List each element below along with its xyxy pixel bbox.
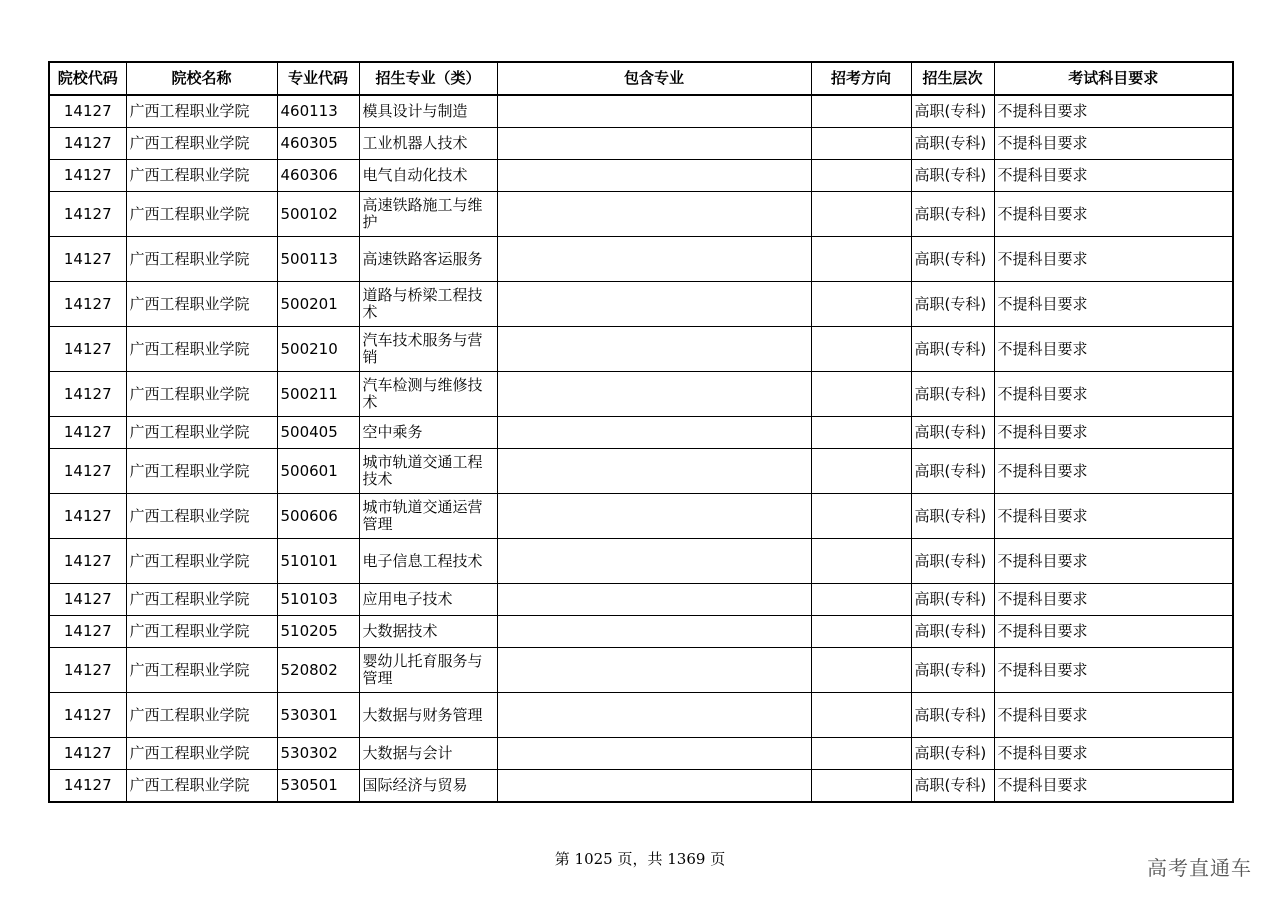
table-header-row	[49, 62, 1233, 95]
cell-school-code: 14127	[49, 282, 126, 327]
cell-subject-requirement: 不提科目要求	[994, 192, 1233, 237]
cell-school-name: 广西工程职业学院	[126, 494, 277, 539]
cell-school-name: 广西工程职业学院	[126, 327, 277, 372]
table-row	[49, 417, 1233, 449]
cell-level: 高职(专科)	[911, 539, 994, 584]
cell-level: 高职(专科)	[911, 372, 994, 417]
cell-included-majors	[497, 539, 811, 584]
cell-included-majors	[497, 417, 811, 449]
table-row	[49, 539, 1233, 584]
cell-level: 高职(专科)	[911, 95, 994, 128]
cell-major-code: 500210	[277, 327, 359, 372]
cell-major-code: 530301	[277, 693, 359, 738]
cell-direction	[811, 449, 911, 494]
cell-major-code: 510101	[277, 539, 359, 584]
cell-subject-requirement: 不提科目要求	[994, 770, 1233, 803]
cell-subject-requirement: 不提科目要求	[994, 449, 1233, 494]
cell-level: 高职(专科)	[911, 282, 994, 327]
table-row	[49, 738, 1233, 770]
cell-direction	[811, 237, 911, 282]
cell-school-name: 广西工程职业学院	[126, 738, 277, 770]
cell-direction	[811, 95, 911, 128]
cell-subject-requirement: 不提科目要求	[994, 327, 1233, 372]
cell-subject-requirement: 不提科目要求	[994, 494, 1233, 539]
cell-subject-requirement: 不提科目要求	[994, 648, 1233, 693]
table-row	[49, 584, 1233, 616]
cell-included-majors	[497, 693, 811, 738]
cell-subject-requirement: 不提科目要求	[994, 738, 1233, 770]
cell-school-code: 14127	[49, 738, 126, 770]
cell-school-name: 广西工程职业学院	[126, 160, 277, 192]
cell-school-name: 广西工程职业学院	[126, 128, 277, 160]
cell-subject-requirement: 不提科目要求	[994, 539, 1233, 584]
cell-included-majors	[497, 449, 811, 494]
table-row	[49, 128, 1233, 160]
cell-direction	[811, 282, 911, 327]
header-subject-requirement: 考试科目要求	[994, 62, 1233, 95]
cell-level: 高职(专科)	[911, 616, 994, 648]
cell-level: 高职(专科)	[911, 449, 994, 494]
cell-subject-requirement: 不提科目要求	[994, 237, 1233, 282]
cell-major-code: 460305	[277, 128, 359, 160]
cell-major: 大数据技术	[359, 616, 497, 648]
cell-direction	[811, 327, 911, 372]
cell-level: 高职(专科)	[911, 128, 994, 160]
cell-major-code: 500201	[277, 282, 359, 327]
cell-major: 汽车技术服务与营销	[359, 327, 497, 372]
cell-school-code: 14127	[49, 128, 126, 160]
cell-level: 高职(专科)	[911, 494, 994, 539]
table-row	[49, 192, 1233, 237]
cell-direction	[811, 584, 911, 616]
cell-level: 高职(专科)	[911, 648, 994, 693]
cell-school-name: 广西工程职业学院	[126, 192, 277, 237]
cell-included-majors	[497, 237, 811, 282]
cell-major-code: 500601	[277, 449, 359, 494]
cell-school-name: 广西工程职业学院	[126, 539, 277, 584]
table-row	[49, 237, 1233, 282]
cell-school-code: 14127	[49, 449, 126, 494]
cell-direction	[811, 616, 911, 648]
cell-major-code: 530302	[277, 738, 359, 770]
cell-major-code: 500211	[277, 372, 359, 417]
cell-subject-requirement: 不提科目要求	[994, 160, 1233, 192]
cell-level: 高职(专科)	[911, 693, 994, 738]
cell-included-majors	[497, 160, 811, 192]
cell-level: 高职(专科)	[911, 584, 994, 616]
cell-included-majors	[497, 648, 811, 693]
cell-subject-requirement: 不提科目要求	[994, 417, 1233, 449]
header-major-code: 专业代码	[277, 62, 359, 95]
cell-school-code: 14127	[49, 648, 126, 693]
cell-direction	[811, 372, 911, 417]
table-row	[49, 282, 1233, 327]
cell-major-code: 500606	[277, 494, 359, 539]
table-row	[49, 693, 1233, 738]
cell-major: 国际经济与贸易	[359, 770, 497, 803]
cell-major: 工业机器人技术	[359, 128, 497, 160]
cell-included-majors	[497, 770, 811, 803]
table-row	[49, 327, 1233, 372]
header-included-majors: 包含专业	[497, 62, 811, 95]
cell-direction	[811, 192, 911, 237]
table-row	[49, 494, 1233, 539]
table-row	[49, 372, 1233, 417]
cell-major-code: 510205	[277, 616, 359, 648]
cell-school-code: 14127	[49, 539, 126, 584]
watermark: 高考直通车	[1147, 856, 1252, 880]
cell-subject-requirement: 不提科目要求	[994, 372, 1233, 417]
cell-school-name: 广西工程职业学院	[126, 95, 277, 128]
cell-major: 高速铁路施工与维护	[359, 192, 497, 237]
cell-level: 高职(专科)	[911, 417, 994, 449]
cell-included-majors	[497, 327, 811, 372]
cell-subject-requirement: 不提科目要求	[994, 693, 1233, 738]
admissions-table	[48, 61, 1234, 803]
cell-included-majors	[497, 95, 811, 128]
cell-major: 高速铁路客运服务	[359, 237, 497, 282]
cell-included-majors	[497, 738, 811, 770]
cell-direction	[811, 770, 911, 803]
cell-major: 模具设计与制造	[359, 95, 497, 128]
header-school-code: 院校代码	[49, 62, 126, 95]
table-row	[49, 160, 1233, 192]
cell-school-code: 14127	[49, 494, 126, 539]
cell-school-name: 广西工程职业学院	[126, 449, 277, 494]
cell-major: 道路与桥梁工程技术	[359, 282, 497, 327]
cell-school-code: 14127	[49, 372, 126, 417]
table-row	[49, 449, 1233, 494]
cell-included-majors	[497, 282, 811, 327]
cell-direction	[811, 648, 911, 693]
cell-school-code: 14127	[49, 192, 126, 237]
cell-included-majors	[497, 494, 811, 539]
cell-direction	[811, 128, 911, 160]
table-body	[49, 95, 1233, 802]
cell-direction	[811, 539, 911, 584]
cell-major-code: 500405	[277, 417, 359, 449]
cell-subject-requirement: 不提科目要求	[994, 616, 1233, 648]
cell-major: 大数据与会计	[359, 738, 497, 770]
cell-school-code: 14127	[49, 237, 126, 282]
cell-major-code: 460306	[277, 160, 359, 192]
cell-subject-requirement: 不提科目要求	[994, 95, 1233, 128]
page-number: 第 1025 页，共 1369 页	[554, 850, 726, 868]
cell-school-name: 广西工程职业学院	[126, 693, 277, 738]
cell-direction	[811, 693, 911, 738]
cell-major-code: 530501	[277, 770, 359, 803]
header-direction: 招考方向	[811, 62, 911, 95]
cell-direction	[811, 494, 911, 539]
cell-school-name: 广西工程职业学院	[126, 372, 277, 417]
cell-school-code: 14127	[49, 584, 126, 616]
cell-school-code: 14127	[49, 616, 126, 648]
cell-direction	[811, 160, 911, 192]
cell-major: 大数据与财务管理	[359, 693, 497, 738]
cell-school-name: 广西工程职业学院	[126, 417, 277, 449]
cell-included-majors	[497, 372, 811, 417]
cell-school-name: 广西工程职业学院	[126, 282, 277, 327]
cell-included-majors	[497, 192, 811, 237]
cell-school-code: 14127	[49, 417, 126, 449]
cell-major: 城市轨道交通运营管理	[359, 494, 497, 539]
cell-major: 电气自动化技术	[359, 160, 497, 192]
cell-included-majors	[497, 584, 811, 616]
cell-school-name: 广西工程职业学院	[126, 584, 277, 616]
table-row	[49, 648, 1233, 693]
cell-level: 高职(专科)	[911, 160, 994, 192]
cell-school-name: 广西工程职业学院	[126, 237, 277, 282]
cell-direction	[811, 738, 911, 770]
cell-major-code: 500102	[277, 192, 359, 237]
cell-school-name: 广西工程职业学院	[126, 616, 277, 648]
cell-level: 高职(专科)	[911, 237, 994, 282]
header-school-name: 院校名称	[126, 62, 277, 95]
cell-major: 城市轨道交通工程技术	[359, 449, 497, 494]
cell-direction	[811, 417, 911, 449]
cell-school-code: 14127	[49, 160, 126, 192]
cell-major: 汽车检测与维修技术	[359, 372, 497, 417]
cell-major: 婴幼儿托育服务与管理	[359, 648, 497, 693]
cell-level: 高职(专科)	[911, 738, 994, 770]
cell-school-name: 广西工程职业学院	[126, 770, 277, 803]
table-row	[49, 770, 1233, 803]
cell-subject-requirement: 不提科目要求	[994, 584, 1233, 616]
cell-major: 电子信息工程技术	[359, 539, 497, 584]
cell-school-code: 14127	[49, 327, 126, 372]
table-row	[49, 95, 1233, 128]
cell-included-majors	[497, 616, 811, 648]
header-level: 招生层次	[911, 62, 994, 95]
cell-major: 空中乘务	[359, 417, 497, 449]
cell-included-majors	[497, 128, 811, 160]
cell-level: 高职(专科)	[911, 192, 994, 237]
cell-subject-requirement: 不提科目要求	[994, 282, 1233, 327]
cell-school-code: 14127	[49, 95, 126, 128]
cell-major: 应用电子技术	[359, 584, 497, 616]
cell-level: 高职(专科)	[911, 770, 994, 803]
table-row	[49, 616, 1233, 648]
cell-major-code: 510103	[277, 584, 359, 616]
cell-major-code: 520802	[277, 648, 359, 693]
cell-school-code: 14127	[49, 770, 126, 803]
cell-level: 高职(专科)	[911, 327, 994, 372]
cell-school-code: 14127	[49, 693, 126, 738]
cell-subject-requirement: 不提科目要求	[994, 128, 1233, 160]
header-major: 招生专业（类）	[359, 62, 497, 95]
cell-major-code: 460113	[277, 95, 359, 128]
cell-school-name: 广西工程职业学院	[126, 648, 277, 693]
cell-major-code: 500113	[277, 237, 359, 282]
